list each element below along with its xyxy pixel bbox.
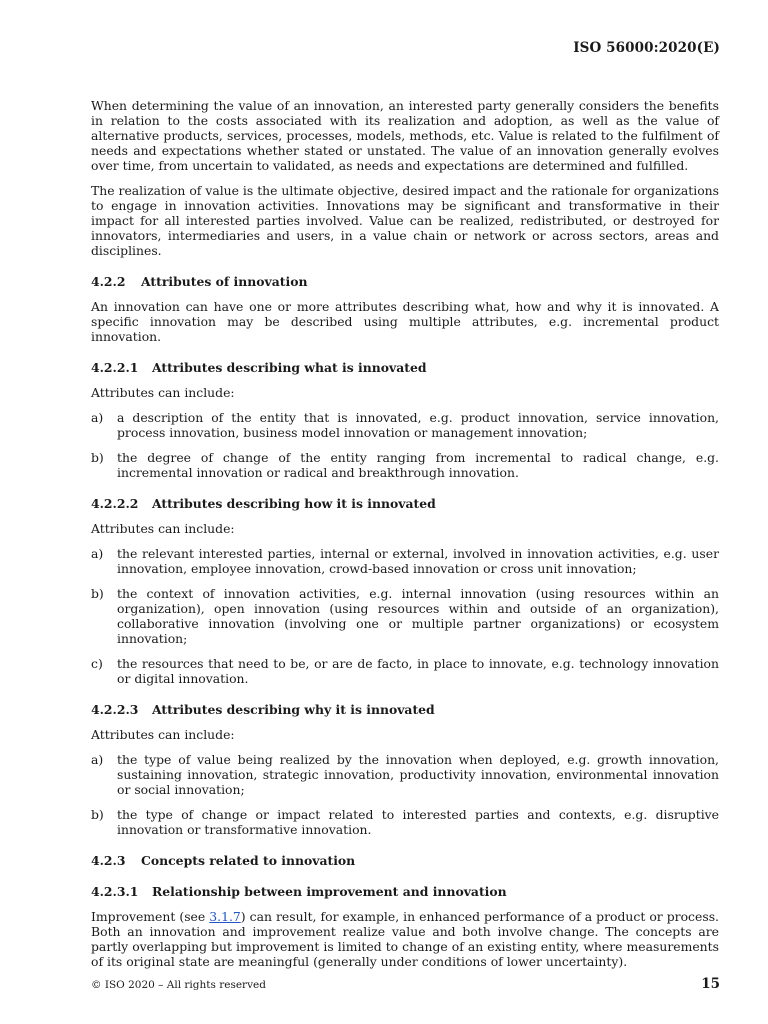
list-text: the context of innovation activities, e.g. internal innovation (using resources within an organization), open innovation (using resources within and outside of an organization), collaborative innovation (involving one or multiple partner organizations) or ecosystem innovation; xyxy=(117,586,719,646)
list-item xyxy=(91,410,719,440)
list-marker: c) xyxy=(91,656,103,671)
section-title: Concepts related to innovation xyxy=(141,853,356,868)
list-item xyxy=(91,656,719,686)
list-marker: b) xyxy=(91,586,104,601)
list-intro: Attributes can include: xyxy=(91,521,235,536)
intro-paragraph-1: When determining the value of an innovation, an interested party generally considers the benefits in relation to the costs associated with its realization and adoption, as well as the value of alternative products, services, processes, models, methods, etc. Value is related to the fulfilment of needs and expectations whether stated or unstated. The value of an innovation generally evolves over time, from uncertain to validated, as needs and expectations are determined and fulfilled. xyxy=(91,98,719,173)
section-heading-4-2-2 xyxy=(91,274,719,289)
page-number: 15 xyxy=(701,976,720,992)
section-number: 4.2.2.2 xyxy=(91,496,139,511)
section-heading-4-2-2-1 xyxy=(91,360,719,375)
paragraph-text-after: ) can result, for example, in enhanced performance of a product or process. Both an innovation and improvement realize value and both involve change. The concepts are partly overlapping but improvement is limited to change of an existing entity, where measurements of its original state are meaningful (generally under conditions of lower uncertainty). xyxy=(91,909,719,969)
list-marker: b) xyxy=(91,450,104,465)
section-number: 4.2.2.1 xyxy=(91,360,139,375)
list-item xyxy=(91,752,719,797)
section-title: Attributes describing what is innovated xyxy=(152,360,427,375)
section-title: Relationship between improvement and innovation xyxy=(152,884,507,899)
section-heading-4-2-2-2 xyxy=(91,496,719,511)
list-item xyxy=(91,807,719,837)
list-intro: Attributes can include: xyxy=(91,727,235,742)
section-number: 4.2.2.3 xyxy=(91,702,139,717)
list-marker: a) xyxy=(91,410,104,425)
document-id: ISO 56000:2020(E) xyxy=(573,40,720,56)
section-number: 4.2.2 xyxy=(91,274,126,289)
section-number: 4.2.3 xyxy=(91,853,126,868)
list-text: the type of change or impact related to interested parties and contexts, e.g. disruptive innovation or transformative innovation. xyxy=(117,807,719,837)
improvement-paragraph xyxy=(91,909,719,969)
section-number: 4.2.3.1 xyxy=(91,884,139,899)
list-marker: b) xyxy=(91,807,104,822)
intro-paragraph-2: The realization of value is the ultimate objective, desired impact and the rationale for organizations to engage in innovation activities. Innovations may be significant and transformative in their impact for all interested parties involved. Value can be realized, redistributed, or destroyed for innovators, intermediaries and users, in a value chain or network or across sectors, areas and disciplines. xyxy=(91,183,719,258)
list-text: the resources that need to be, or are de facto, in place to innovate, e.g. technology innovation or digital innovation. xyxy=(117,656,719,686)
section-heading-4-2-3-1 xyxy=(91,884,719,899)
list-item xyxy=(91,546,719,576)
list-item xyxy=(91,450,719,480)
list-marker: a) xyxy=(91,546,104,561)
section-heading-4-2-3 xyxy=(91,853,719,868)
section-heading-4-2-2-3 xyxy=(91,702,719,717)
section-title: Attributes describing why it is innovated xyxy=(152,702,435,717)
copyright-notice: © ISO 2020 – All rights reserved xyxy=(91,979,266,991)
list-intro: Attributes can include: xyxy=(91,385,235,400)
paragraph-text-before: Improvement (see xyxy=(91,909,210,924)
section-title: Attributes describing how it is innovated xyxy=(152,496,436,511)
clause-reference-link[interactable]: 3.1.7 xyxy=(209,909,241,924)
list-marker: a) xyxy=(91,752,104,767)
list-text: the relevant interested parties, internal or external, involved in innovation activities, e.g. user innovation, employee innovation, crowd-based innovation or cross unit innovation; xyxy=(117,546,719,576)
page-content xyxy=(91,98,719,979)
section-title: Attributes of innovation xyxy=(141,274,308,289)
list-text: the degree of change of the entity ranging from incremental to radical change, e.g. incremental innovation or radical and breakthrough innovation. xyxy=(117,450,719,480)
list-text: a description of the entity that is innovated, e.g. product innovation, service innovation, process innovation, business model innovation or management innovation; xyxy=(117,410,719,440)
section-paragraph: An innovation can have one or more attributes describing what, how and why it is innovated. A specific innovation may be described using multiple attributes, e.g. incremental product innovation. xyxy=(91,299,719,344)
list-item xyxy=(91,586,719,646)
list-text: the type of value being realized by the innovation when deployed, e.g. growth innovation, sustaining innovation, strategic innovation, productivity innovation, environmental innovation or social innovation; xyxy=(117,752,719,797)
